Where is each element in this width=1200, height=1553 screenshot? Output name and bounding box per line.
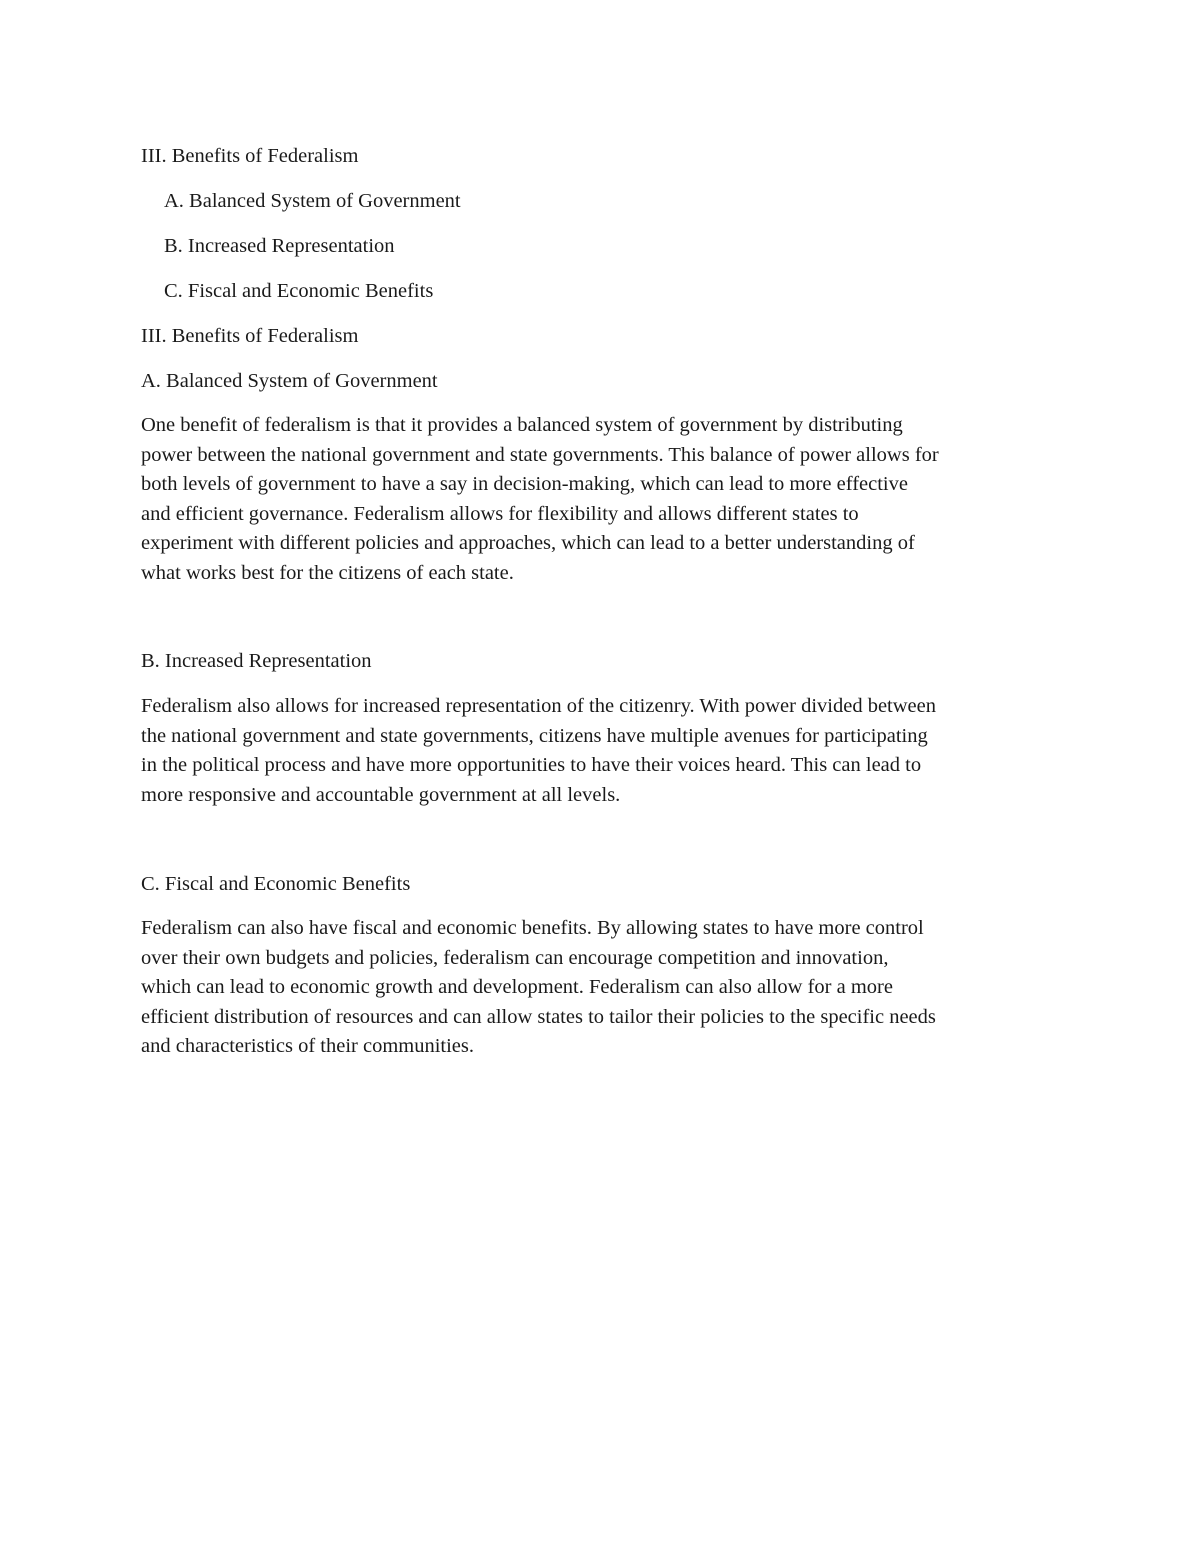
outline-heading: III. Benefits of Federalism [141, 145, 359, 167]
paragraph-line: power between the national government and state governments. This balance of power allows for [141, 443, 939, 466]
paragraph-line: more responsive and accountable government at all levels. [141, 783, 621, 806]
paragraph-line: and characteristics of their communities. [141, 1035, 475, 1057]
paragraph-line: Federalism can also have fiscal and economic benefits. By allowing states to have more control [141, 917, 924, 939]
paragraph-line: the national government and state governments, citizens have multiple avenues for participating [141, 724, 928, 747]
outline-item-a: A. Balanced System of Government [164, 190, 461, 212]
paragraph-line: what works best for the citizens of each state. [141, 561, 514, 584]
section-a-title: A. Balanced System of Government [141, 370, 438, 392]
section-b-paragraph [141, 692, 1081, 810]
section-c-title: C. Fiscal and Economic Benefits [141, 873, 411, 895]
section-a-paragraph [141, 411, 1081, 588]
paragraph-line: both levels of government to have a say in decision-making, which can lead to more effective [141, 473, 908, 495]
paragraph-line: One benefit of federalism is that it provides a balanced system of government by distributing [141, 414, 903, 436]
paragraph-line: and efficient governance. Federalism allows for flexibility and allows different states to [141, 502, 859, 525]
paragraph-line: which can lead to economic growth and development. Federalism can also allow for a more [141, 976, 893, 998]
outline-item-b: B. Increased Representation [164, 235, 395, 257]
paragraph-line: Federalism also allows for increased representation of the citizenry. With power divided between [141, 695, 936, 717]
body-heading: III. Benefits of Federalism [141, 325, 359, 347]
section-c-paragraph [141, 914, 1081, 1062]
paragraph-line: experiment with different policies and approaches, which can lead to a better understanding of [141, 532, 915, 554]
outline-item-c: C. Fiscal and Economic Benefits [164, 280, 434, 302]
section-b-title: B. Increased Representation [141, 650, 372, 672]
paragraph-line: efficient distribution of resources and can allow states to tailor their policies to the specific needs [141, 1005, 936, 1028]
paragraph-line: in the political process and have more opportunities to have their voices heard. This can lead to [141, 754, 922, 776]
paragraph-line: over their own budgets and policies, federalism can encourage competition and innovation, [141, 946, 889, 969]
